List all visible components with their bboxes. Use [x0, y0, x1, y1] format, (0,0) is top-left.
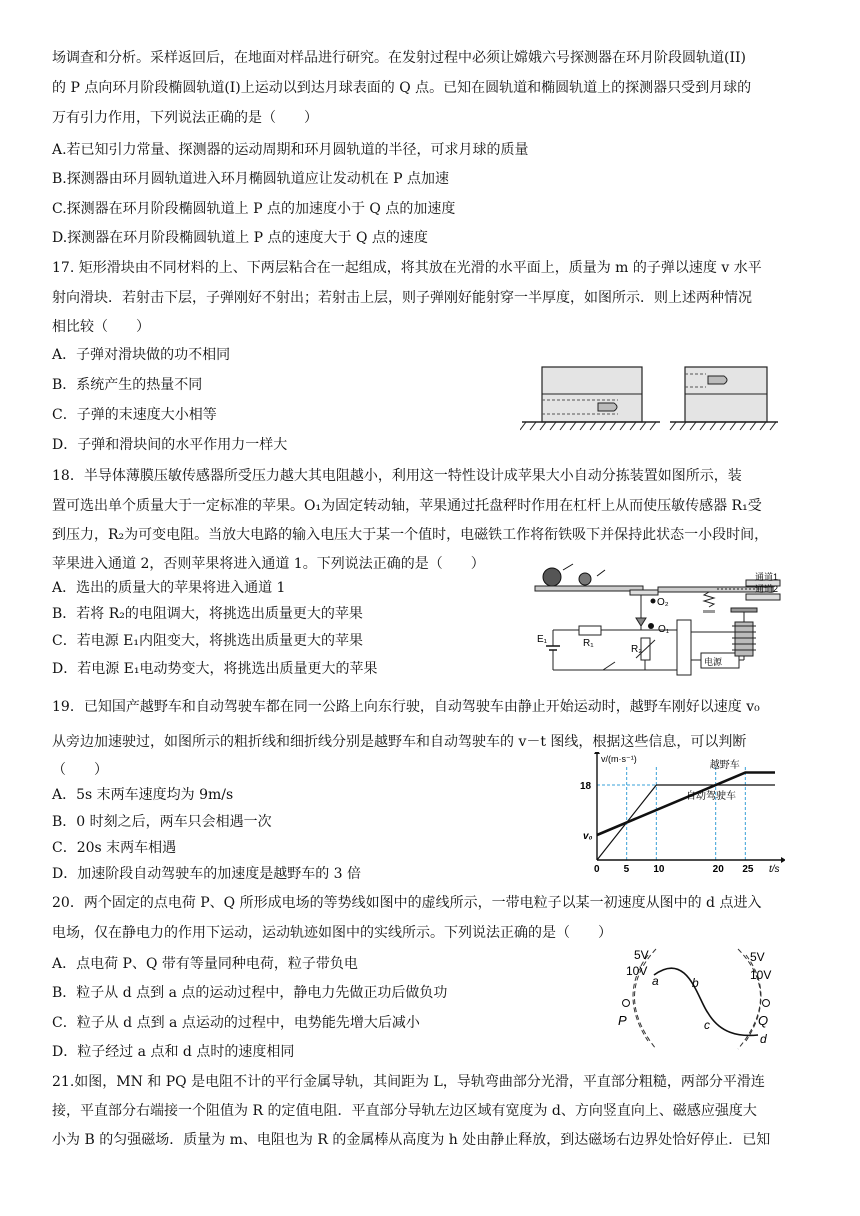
q19-option-c: C．20s 末两车相遇: [52, 840, 177, 856]
label-q: Q: [758, 1013, 769, 1028]
x-tick-label: 5: [623, 864, 630, 875]
spring-icon: [704, 592, 714, 607]
q16-option-a: A.若已知引力常量、探测器的运动周期和环月圆轨道的半径，可求月球的质量: [52, 142, 529, 158]
x-tick-label: 20: [712, 864, 724, 875]
resistor-r1: [579, 626, 601, 635]
q19-option-a: A．5s 末两车速度均为 9m/s: [52, 787, 234, 803]
q17-option-a: A．子弹对滑块做的功不相同: [52, 347, 231, 363]
label-channel-1: 通道1: [755, 572, 779, 582]
y-axis-label: v/(m·s⁻¹): [601, 754, 637, 764]
x-tick-label: 25: [742, 864, 754, 875]
q17-option-d: D．子弹和滑块间的水平作用力一样大: [52, 437, 288, 453]
bullet-icon: [598, 403, 617, 411]
q19-line-3: （ ）: [52, 762, 108, 778]
q21-line-2: 接，平直部分右端接一个阻值为 R 的定值电阻．平直部分导轨左边区域有宽度为 d、方向竖直向上、磁感应强度大: [52, 1103, 757, 1119]
label-b: b: [692, 976, 699, 990]
q18-option-c: C．若电源 E₁内阻变大，将挑选出质量更大的苹果: [52, 633, 363, 649]
q20-equipotential-figure: [608, 945, 798, 1057]
y-tick-label: 18: [580, 781, 592, 792]
label-10v-right: 10V: [750, 968, 772, 982]
q20-option-b: B．粒子从 d 点到 a 点的运动过程中，静电力先做正功后做负功: [52, 985, 448, 1001]
x-tick-label: 0: [594, 864, 600, 875]
x-axis-label: t/s: [769, 864, 780, 875]
q16-option-b: B.探测器由环月圆轨道进入环月椭圆轨道应让发动机在 P 点加速: [52, 171, 450, 187]
q17-line-1: 17. 矩形滑块由不同材料的上、下两层粘合在一起组成，将其放在光滑的水平面上，质量为 m 的子弹以速度 v 水平: [52, 260, 762, 276]
label-p: P: [618, 1013, 627, 1028]
label-a: a: [652, 974, 659, 988]
block-upper-hit: [685, 367, 767, 422]
q17-line-3: 相比较（ ）: [52, 319, 150, 335]
amplifier-box: [677, 620, 691, 675]
q20-option-a: A．点电荷 P、Q 带有等量同种电荷，粒子带负电: [52, 956, 358, 972]
switch-icon: [603, 662, 615, 670]
q16-line-1: 场调查和分析。采样返回后，在地面对样品进行研究。在发射过程中必须让嫦娥六号探测器在环月阶段圆轨道(II): [52, 50, 746, 66]
label-10v-left: 10V: [626, 964, 648, 978]
electromagnet-icon: [735, 622, 753, 656]
y-tick-label: v₀: [583, 831, 593, 842]
q17-line-2: 射向滑块．若射击下层，子弹刚好不射出；若射击上层，则子弹刚好能射穿一半厚度，如图所示．则上述两种情况: [52, 290, 752, 306]
label-power: 电源: [704, 657, 723, 667]
q20-line-2: 电场，仅在静电力的作用下运动，运动轨迹如图中的实线所示。下列说法正确的是（ ）: [52, 925, 612, 941]
label-channel-2: 通道2: [755, 584, 779, 594]
q19-line-1: 19．已知国产越野车和自动驾驶车都在同一公路上向东行驶，自动驾驶车由静止开始运动时，越野车刚好以速度 v₀: [52, 699, 760, 715]
label-o2: O₂: [657, 597, 669, 608]
q21-line-3: 小为 B 的匀强磁场．质量为 m、电阻也为 R 的金属棒从高度为 h 处由静止释放，到达磁场右边界处恰好停止．已知: [52, 1132, 771, 1148]
q20-line-1: 20．两个固定的点电荷 P、Q 所形成电场的等势线如图中的虚线所示，一带电粒子以某一初速度从图中的 d 点进入: [52, 895, 762, 911]
bullet-icon: [708, 376, 727, 384]
q18-line-4: 苹果进入通道 2，否则苹果将进入通道 1。下列说法正确的是（ ）: [52, 556, 485, 572]
apple-icon: [543, 568, 561, 586]
q19-vt-chart: [575, 752, 785, 880]
charge-p-icon: [623, 1000, 630, 1007]
charge-q-icon: [763, 1000, 770, 1007]
q16-line-3: 万有引力作用，下列说法正确的是（ ）: [52, 110, 318, 126]
q16-option-c: C.探测器在环月阶段椭圆轨道上 P 点的加速度小于 Q 点的加速度: [52, 201, 456, 217]
q18-option-b: B．若将 R₂的电阻调大，将挑选出质量更大的苹果: [52, 606, 363, 622]
q17-option-c: C．子弹的末速度大小相等: [52, 407, 217, 423]
tray-scale: [630, 590, 658, 595]
q19-line-2: 从旁边加速驶过，如图所示的粗折线和细折线分别是越野车和自动驾驶车的 v－t 图线，根据这些信息，可以判断: [52, 734, 747, 750]
q18-option-a: A．选出的质量大的苹果将进入通道 1: [52, 580, 286, 596]
q20-option-d: D．粒子经过 a 点和 d 点时的速度相同: [52, 1044, 295, 1060]
label-r1: R₁: [583, 638, 594, 649]
label-o1: O₁: [658, 624, 670, 635]
label-d: d: [760, 1032, 767, 1046]
q21-line-1: 21.如图，MN 和 PQ 是电阻不计的平行金属导轨，其间距为 L，导轨弯曲部分光滑，平直部分粗糙，两部分平滑连: [52, 1074, 765, 1090]
block-lower-hit: [542, 367, 642, 422]
x-axis-arrow-icon: [781, 857, 785, 863]
q17-figure: [520, 360, 780, 440]
label-5v-left: 5V: [634, 948, 649, 962]
q18-line-3: 到压力，R₂为可变电阻。当放大电路的输入电压大于某一个值时，电磁铁工作将衔铁吸下并保持此状态一小段时间，: [52, 527, 769, 543]
q20-option-c: C．粒子从 d 点到 a 点运动的过程中，电势能先增大后减小: [52, 1015, 420, 1031]
apple-icon: [579, 573, 591, 585]
q16-line-2: 的 P 点向环月阶段椭圆轨道(I)上运动以到达月球表面的 Q 点。已知在圆轨道和椭圆轨道上的探测器只受到月球的: [52, 80, 752, 96]
series-label-autonomous: 自动驾驶车: [686, 791, 736, 802]
label-r2: R₂: [631, 644, 643, 655]
series-label-offroad: 越野车: [709, 760, 740, 771]
equipotential-right-outer: [738, 949, 761, 1049]
q16-option-d: D.探测器在环月阶段椭圆轨道上 P 点的速度大于 Q 点的速度: [52, 230, 428, 246]
conveyor-plate: [535, 586, 643, 591]
q17-option-b: B．系统产生的热量不同: [52, 377, 203, 393]
label-5v-right: 5V: [750, 950, 765, 964]
q19-option-d: D．加速阶段自动驾驶车的加速度是越野车的 3 倍: [52, 866, 362, 882]
q18-option-d: D．若电源 E₁电动势变大，将挑选出质量更大的苹果: [52, 661, 378, 677]
label-c: c: [704, 1018, 710, 1032]
q19-option-b: B．0 时刻之后，两车只会相遇一次: [52, 814, 272, 830]
q18-apple-sorter-figure: [533, 560, 813, 678]
x-tick-label: 10: [653, 864, 665, 875]
q18-line-2: 置可选出单个质量大于一定标准的苹果。O₁为固定转动轴，苹果通过托盘秤时作用在杠杆上从而使压敏传感器 R₁受: [52, 498, 762, 514]
label-e1: E₁: [537, 634, 548, 645]
q18-line-1: 18．半导体薄膜压敏传感器所受压力越大其电阻越小，利用这一特性设计成苹果大小自动分拣装置如图所示，装: [52, 468, 742, 484]
y-axis-arrow-icon: [594, 752, 600, 754]
